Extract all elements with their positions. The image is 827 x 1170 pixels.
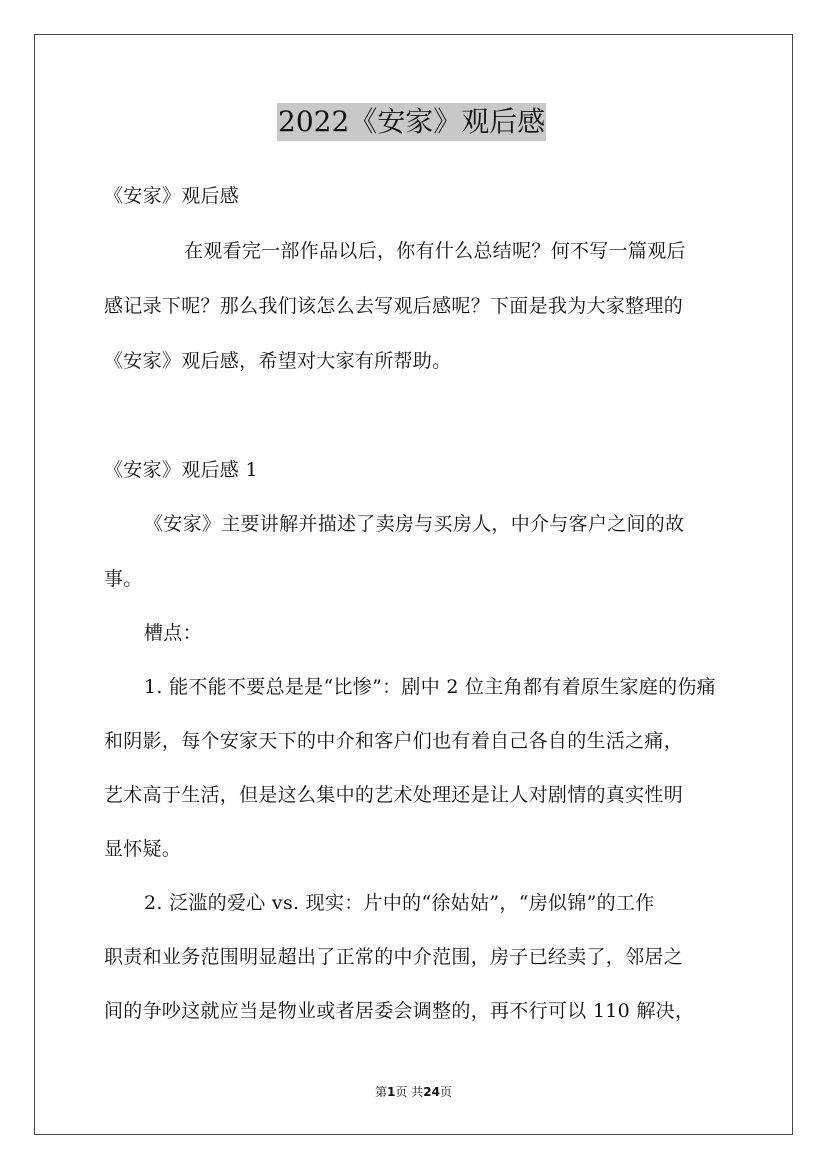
paragraph-line: 和阴影，每个安家天下的中介和客户们也有着自己各自的生活之痛， [104, 730, 684, 752]
paragraph-line: 在观看完一部作品以后，你有什么总结呢？何不写一篇观后 [184, 240, 686, 262]
paragraph-line: 感记录下呢？那么我们该怎么去写观后感呢？下面是我为大家整理的 [104, 295, 684, 317]
paragraph-line: 《安家》观后感，希望对大家有所帮助。 [104, 350, 452, 372]
footer-suffix: 页 [439, 1085, 452, 1099]
paragraph-line: 艺术高于生活，但是这么集中的艺术处理还是让人对剧情的真实性明 [104, 784, 684, 806]
paragraph-line: 槽点： [144, 622, 202, 644]
document-title: 2022《安家》观后感 [277, 103, 546, 141]
footer-mid: 页 共 [395, 1085, 424, 1099]
section-heading: 《安家》观后感 1 [104, 459, 258, 481]
footer-page-number: 1 [387, 1085, 396, 1099]
footer-prefix: 第 [375, 1085, 388, 1099]
paragraph-line: 《安家》主要讲解并描述了卖房与买房人，中介与客户之间的故 [144, 513, 685, 535]
paragraph-line: 2. 泛滥的爱心 vs. 现实：片中的“徐姑姑”，“房似锦”的工作 [144, 892, 655, 914]
paragraph-line: 显怀疑。 [104, 838, 182, 860]
paragraph-line: 职责和业务范围明显超出了正常的中介范围，房子已经卖了，邻居之 [104, 946, 684, 968]
footer-page-total: 24 [423, 1085, 440, 1099]
paragraph-line: 事。 [104, 568, 143, 590]
paragraph-line: 间的争吵这就应当是物业或者居委会调整的，再不行可以 110 解决， [104, 1000, 695, 1022]
page-footer [0, 1083, 827, 1100]
paragraph-line: 1. 能不能不要总是是“比惨”：剧中 2 位主角都有着原生家庭的伤痛 [144, 676, 716, 698]
subtitle-line: 《安家》观后感 [104, 185, 240, 207]
